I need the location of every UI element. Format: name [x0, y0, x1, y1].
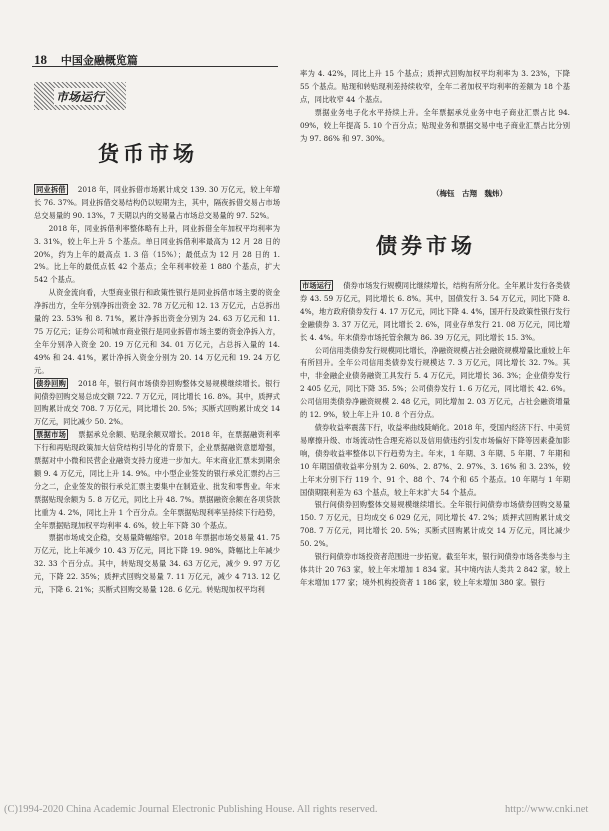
- paragraph-discount-rate: 率为 4. 42%，同比上升 15 个基点；质押式回购加权平均利率为 3. 23%，下降 55 个基点。贴现和转贴现利差持续收窄，全年二者加权平均利率的差额为 18 个基点，同比收窄 44 个基点。: [300, 69, 570, 104]
- paragraph-yield: 债券收益率震荡下行，收益率曲线陡峭化。2018 年，受国内经济下行、中美贸易摩擦升级、市场流动性合理充裕以及信用债违约引发市场偏好下降等因素叠加影响，债券收益率整体以下行趋势为主。年末，1 年期、3 年期、5 年期、7 年期和 10 年期国债收益率分别为 2. 60%、2. 87%、2. 97%、3. 16% 和 3. 23%，较上年末分别下行 119 个、91 个、88 个、74 个和 65 个基点。10 年期与 1 年期国债期限利差为 63 个基点，较上年末扩大 54 个基点。: [300, 422, 570, 497]
- paragraph-interbank-repo: 银行间债券回购整体交易规模继续增长。全年银行间债券市场债券回购交易量 150. 7 万亿元，日均成交 6 029 亿元，同比增长 47. 2%；质押式回购累计成交 708. 7 万亿元，同比增长 20. 5%；买断式回购累计成交 14 万亿元，同比减少 50. 2%。: [300, 500, 570, 549]
- section-banner: [34, 82, 126, 110]
- copyright-footer: (C)1994-2020 China Academic Journal Electronic Publishing House. All rights reserved.: [4, 804, 378, 815]
- paragraph-bond-issuance: 市场运行 债券市场发行规模同比继续增长，结构有所分化。全年累计发行各类债券 43. 59 万亿元，同比增长 6. 8%。其中，国债发行 3. 54 万亿元，同比下降 8. 4%，地方政府债券发行 4. 17 万亿元，同比下降 4. 4%，国开行及政策性银行发行金融债券 3. 37 万亿元，同比增长 2. 6%，同业存单发行 21. 08 万亿元，同比增长 4. 4%。年末债券市场托管余额为 86. 39 万亿元，同比增长 15. 3%。: [300, 281, 571, 342]
- money-market-authors: （梅钰 古翔 魏炜）: [432, 189, 507, 198]
- paragraph-bill-volume: 票据市场成交企稳，交易量降幅缩窄。2018 年票据市场交易量 41. 75 万亿元，比上年减少 10. 43 万亿元，同比下降 19. 98%，降幅比上年减少 32. 33 个百分点。其中，转贴现交易量 34. 63 万亿元，减少 9. 97 万亿元，下降 22. 35%；质押式回购交易量 7. 11 万亿元，减少 4 713. 12 亿元，下降 6. 21%；买断式回购交易量 128. 6 亿元。转贴现加权平均利: [34, 533, 280, 595]
- bond-market-title: 债券市场: [376, 233, 476, 258]
- money-market-column: [34, 184, 280, 597]
- money-market-continued: [300, 68, 570, 145]
- label-market-operation: 市场运行: [302, 281, 332, 290]
- book-title: 中国金融概览篇: [60, 54, 138, 67]
- paragraph-lending-rate: 2018 年，同业拆借利率整体略有上升，同业拆借全年加权平均利率为 3. 31%，较上年上升 5 个基点。单日同业拆借利率最高为 12 月 28 日的 20%，约为上年的最高点 1. 3 倍（15%）；最低点为 12 月 28 日的 1. 2%。比上年的最低点低 42 个基点；全年利率较差 1 880 个基点，扩大 542 个基点。: [34, 223, 280, 285]
- banner-label: 市场运行: [55, 89, 104, 104]
- footer-url[interactable]: http://www.cnki.net: [505, 804, 589, 815]
- bond-market-column: [300, 280, 570, 590]
- paragraph-electronic-bills: 票据业务电子化水平持续上升。全年票据承兑业务中电子商业汇票占比 94. 09%，较上年提高 5. 10 个百分点；贴现业务和票据交易中电子商业汇票占比分别为 97. 86% 和 97. 30%。: [300, 107, 570, 143]
- paragraph-investors: 银行间债券市场投资者范围进一步拓宽。截至年末，银行间债券市场各类参与主体共计 20 763 家，较上年末增加 1 834 家。其中境内法人类共 2 842 家，较上年末增加 177 家；境外机构投资者 1 186 家，较上年末增加 380 家。银行: [300, 552, 570, 587]
- paragraph-fund-flow: 从资金流向看，大型商业银行和政策性银行是同业拆借市场主要的资金净拆出方，全年分别净拆出资金 32. 78 万亿元和 12. 13 万亿元，占总拆出量的 23. 53% 和 8. 71%，累计净拆出资金分别为 24. 63 万亿元和 11. 75 万亿元；证券公司和城市商业银行是同业拆借市场主要的资金净拆入方，全年分别净入资金 20. 19 万亿元和 34. 01 万亿元，占总拆入量的 14. 49% 和 24. 41%，累计净拆入资金分别为 20. 14 万亿元和 19. 24 万亿元。: [34, 288, 280, 375]
- paragraph-bond-repo: 债券回购 2018 年，银行间市场债券回购整体交易规模继续增长。银行间债券回购交易总成交额 722. 7 万亿元，同比增长 16. 8%。其中，质押式回购累计成交 708. 7 万亿元，同比增长 20. 5%；买断式回购累计成交 14 万亿元，同比减少 50. 2%。: [34, 378, 281, 427]
- label-interbank-lending: 同业拆借: [36, 185, 66, 194]
- label-bond-repo: 债券回购: [36, 378, 67, 388]
- page-number: 18: [34, 52, 47, 67]
- money-market-title: 货币市场: [98, 141, 198, 166]
- paragraph-corporate-credit: 公司信用类债券发行规模同比增长，净融资规模占社会融资规模增量比重较上年有所回升。全年公司信用类债券发行规模达 7. 3 万亿元，同比增长 32. 7%。其中，非金融企业债务融资工具发行 5. 4 万亿元，同比增长 36. 3%；企业债券发行 2 405 亿元，同比下降 35. 5%；公司债券发行 1. 6 万亿元，同比增长 42. 6%。公司信用类债券净融资规模 2. 48 亿元，同比增加 2. 03 万亿元，占社会融资增量的 12. 9%，较上年上升 10. 8 个百分点。: [300, 345, 570, 420]
- header-rule: [32, 66, 278, 67]
- paragraph-interbank-lending: 同业拆借 2018 年，同业拆借市场累计成交 139. 30 万亿元，较上年增长 76. 37%。同业拆借交易结构仍以短期为主，其中，隔夜拆借交易占市场总交易量的 90. 13%，7 天期以内的交易量占市场总交易量的 97. 52%。: [34, 185, 281, 220]
- label-bill-market: 票据市场: [36, 430, 67, 440]
- paragraph-bill-market: 票据市场 票据承兑余额、贴现余额双增长。2018 年，在票据融资利率下行和再贴现政策加大信贷结构引导化的背景下，企业票据融资意愿增强，票据对中小微和民营企业融资支持力度进一步加大。年末商业汇票未到期余额 9. 4 万亿元，同比上升 14. 9%。中小型企业签发的银行承兑汇票约占三分之二，企业签发的银行承兑汇票主要集中在制造业、批发和零售业。年末票据贴现余额为 5. 8 万亿元，同比上升 48. 7%。票据融资余额在各项贷款比重为 4. 2%，同比上升 1 个百分点。全年票据贴现利率呈持续下行趋势，全年票据贴现加权平均利率 4. 6%，较上年下降 30 个基点。: [34, 430, 281, 530]
